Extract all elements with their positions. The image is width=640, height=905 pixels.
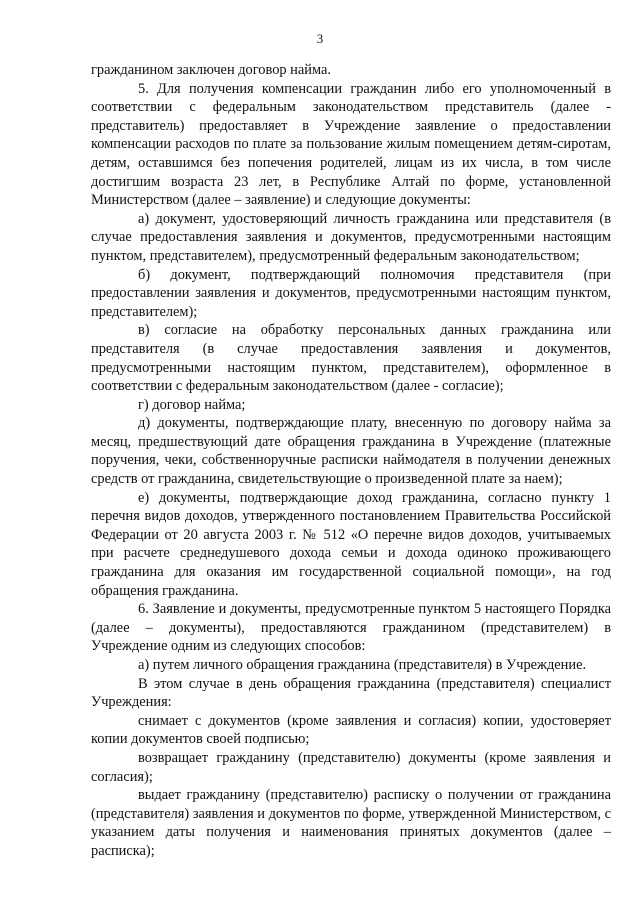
paragraph-item-6: 6. Заявление и документы, предусмотренные пунктом 5 настоящего Порядка (далее – документы), предоставляются гражданином (представителем) в Учреждение одним из следующих способов:	[91, 601, 611, 655]
paragraph-action-copies: снимает с документов (кроме заявления и согласия) копии, удостоверяет копии документов своей подписью;	[91, 712, 611, 748]
paragraph-subitem-e: е) документы, подтверждающие доход гражданина, согласно пункту 1 перечня видов доходов, утвержденного постановлением Правительства Российской Федерации от 20 августа 2003 г. № 512 «О перечне видов доходов, учитываемых при расчете среднедушевого дохода семьи и дохода одиноко проживающего гражданина для оказания им государственной социальной помощи», на год обращения гражданина.	[91, 489, 611, 599]
paragraph-continuation: гражданином заключен договор найма.	[91, 62, 331, 78]
paragraph-item-5: 5. Для получения компенсации гражданин либо его уполномоченный в соответствии с федеральным законодательством представитель (далее - представитель) предоставляет в Учреждение заявление о предоставлении компенсации расходов по плате за пользование жилым помещением детям-сиротам, детям, оставшимся без попечения родителей, лицам из их числа, в том числе достигшим возраста 23 лет, в Республике Алтай по форме, установленной Министерством (далее – заявление) и следующие документы:	[91, 80, 611, 209]
paragraph-method-a: а) путем личного обращения гражданина (представителя) в Учреждение.	[138, 657, 587, 673]
paragraph-action-receipt: выдает гражданину (представителю) расписку о получении от гражданина (представителя) заявления и документов по форме, утвержденной Министерством, с указанием даты получения и наименования принятых документов (далее – расписка);	[91, 787, 611, 859]
paragraph-subitem-a: а) документ, удостоверяющий личность гражданина или представителя (в случае предоставления заявления и документов, предусмотренными настоящим пунктом, представителем), предусмотренный федеральным законодательством;	[91, 210, 611, 264]
paragraph-subitem-v: в) согласие на обработку персональных данных гражданина или представителя (в случае предоставления заявления и документов, предусмотренными настоящим пунктом, представителем), оформленное в соответствии с федеральным законодательством (далее - согласие);	[91, 322, 611, 395]
paragraph-subitem-d: д) документы, подтверждающие плату, внесенную по договору найма за месяц, предшествующий дате обращения гражданина в Учреждение (платежные поручения, чеки, собственноручные расписки наймодателя в получении денежных средств от гражданина, свидетельствующие о произведенной плате за наем);	[91, 415, 611, 488]
paragraph-specialist-actions: В этом случае в день обращения гражданина (представителя) специалист Учреждения:	[91, 675, 611, 711]
paragraph-subitem-g: г) договор найма;	[138, 396, 246, 413]
paragraph-subitem-b: б) документ, подтверждающий полномочия представителя (при предоставлении заявления и документов, предусмотренными настоящим пунктом, представителем);	[91, 266, 611, 320]
paragraph-action-return: возвращает гражданину (представителю) документы (кроме заявления и согласия);	[91, 749, 611, 785]
document-body	[91, 61, 611, 861]
page-number: 3	[316, 31, 324, 46]
